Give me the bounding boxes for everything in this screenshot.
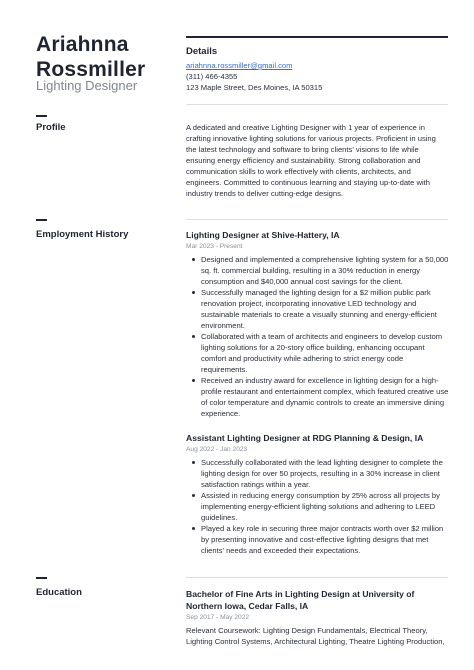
phone-number: (311) 466-4355 — [186, 72, 238, 81]
profile-rule — [36, 115, 47, 117]
education-separator — [186, 577, 448, 578]
profile-separator — [186, 104, 448, 105]
job-bullet: Successfully managed the lighting design for a $2 million public park renovation project, incorporating innovative LED technology and sustainable materials to create a visually stunning and energy-efficient environment. — [201, 287, 450, 331]
candidate-job-title: Lighting Designer — [36, 78, 138, 93]
education-entry — [186, 588, 450, 647]
details-section — [186, 36, 448, 93]
job-bullets — [186, 254, 450, 419]
job-bullets — [186, 457, 450, 556]
employment-heading: Employment History — [36, 229, 129, 240]
job-bullet: Designed and implemented a comprehensive lighting system for a 50,000 sq. ft. commercial building, resulting in a 30% reduction in energy consumption and $40,000 annual cost savings for the client. — [201, 255, 449, 286]
candidate-name: Ariahnna Rossmiller — [36, 33, 146, 81]
job-bullet: Assisted in reducing energy consumption by 25% across all projects by implementing energy-efficient lighting solutions and adhering to LEED guidelines. — [201, 490, 450, 523]
degree-title: Bachelor of Fine Arts in Lighting Design at University of Northern Iowa, Cedar Falls, IA — [186, 589, 415, 611]
job-dates: Mar 2023 - Present — [186, 243, 243, 250]
education-heading: Education — [36, 587, 82, 598]
degree-dates: Sep 2017 - May 2022 — [186, 614, 250, 621]
job-bullet: Successfully collaborated with the lead lighting designer to complete the lighting design for over 50 projects, resulting in a 30% increase in client satisfaction ratings within a year. — [201, 457, 450, 490]
employment-rule — [36, 219, 47, 221]
job-entry — [186, 230, 450, 419]
profile-heading: Profile — [36, 122, 66, 133]
job-title: Assistant Lighting Designer at RDG Planning & Design, IA — [186, 433, 424, 443]
email-link[interactable]: ariahnna.rossmiller@gmail.com — [186, 61, 293, 70]
job-bullet: Received an industry award for excellence in lighting design for a high-profile restaurant and entertainment complex, which featured creative use of color temperature and dynamic controls to create an immersive dining experience. — [201, 376, 449, 418]
job-bullet: Played a key role in securing three major contracts worth over $2 million by presenting innovative and cost-effective lighting designs that met clients' needs and exceeded their expectations. — [201, 523, 450, 556]
job-bullet: Collaborated with a team of architects and engineers to develop custom lighting solutions for a 20-story office building, enhancing occupant comfort and productivity while adhering to strict energy code requirements. — [201, 331, 450, 375]
education-rule — [36, 577, 47, 579]
profile-text: A dedicated and creative Lighting Designer with 1 year of experience in crafting innovative lighting solutions for various projects. Proficient in using the latest technology and software to bring clients' visions to life while ensuring energy efficiency and sustainability. Strong collaboration and communication skills to work effectively with clients, architects, and engineers. Committed to continuous learning and staying up-to-date with industry trends to deliver cutting-edge designs. — [186, 123, 436, 198]
job-entry — [186, 433, 450, 556]
address: 123 Maple Street, Des Moines, IA 50315 — [186, 83, 323, 92]
details-heading: Details — [186, 46, 218, 57]
job-dates: Aug 2022 - Jan 2023 — [186, 446, 248, 453]
coursework-text: Relevant Coursework: Lighting Design Fundamentals, Electrical Theory, Lighting Control Systems, Architectural Lighting, Theatre Lighting Production, — [186, 626, 445, 646]
job-title: Lighting Designer at Shive-Hattery, IA — [186, 230, 340, 240]
employment-separator — [186, 219, 448, 220]
